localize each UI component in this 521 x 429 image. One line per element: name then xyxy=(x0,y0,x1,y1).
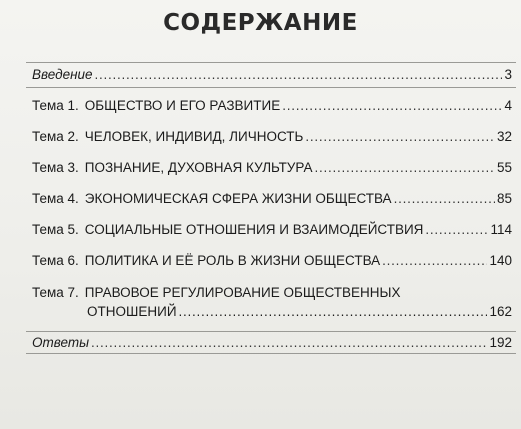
toc-entry-label: Введение xyxy=(32,67,93,82)
bottom-divider xyxy=(26,353,516,354)
intro-divider xyxy=(26,87,516,88)
toc-entry-label: Ответы xyxy=(32,335,90,350)
toc-page-number: 32 xyxy=(496,129,512,144)
toc-entry-topic-4[interactable] xyxy=(32,190,512,207)
toc-page-number: 192 xyxy=(489,335,512,350)
dot-leader xyxy=(382,252,487,269)
dot-leader xyxy=(179,302,488,321)
dot-leader xyxy=(315,159,495,176)
toc-page-number: 4 xyxy=(504,98,512,113)
toc-topic-number: Тема 1. xyxy=(32,98,79,113)
toc-entry-topic-5[interactable] xyxy=(32,221,512,238)
toc-entry-introduction[interactable] xyxy=(32,66,512,83)
toc-page-number: 140 xyxy=(489,253,512,268)
answers-divider xyxy=(26,331,516,332)
toc-entry-label: ПОЛИТИКА И ЕЁ РОЛЬ В ЖИЗНИ ОБЩЕСТВА xyxy=(84,253,381,268)
page-title: СОДЕРЖАНИЕ xyxy=(163,10,358,36)
toc-topic-number: Тема 5. xyxy=(32,222,79,237)
toc-page-number: 85 xyxy=(496,191,512,206)
toc-topic-number: Тема 3. xyxy=(32,160,79,175)
toc-entry-topic-3[interactable] xyxy=(32,159,512,176)
toc-topic-number: Тема 6. xyxy=(32,253,79,268)
dot-leader xyxy=(91,334,487,351)
dot-leader xyxy=(394,190,495,207)
toc-entry-label: ОБЩЕСТВО И ЕГО РАЗВИТИЕ xyxy=(84,98,281,113)
toc-page-number: 114 xyxy=(490,222,512,237)
toc-entry-label-line-1: ПРАВОВОЕ РЕГУЛИРОВАНИЕ ОБЩЕСТВЕННЫХ xyxy=(84,285,401,300)
dot-leader xyxy=(95,66,503,83)
toc-topic-number: Тема 4. xyxy=(32,191,79,206)
toc-entry-label-line-2: ОТНОШЕНИЙ xyxy=(87,304,177,319)
toc-entry-topic-1[interactable] xyxy=(32,97,512,114)
toc-entry-topic-6[interactable] xyxy=(32,252,512,269)
toc-entry-label: ЧЕЛОВЕК, ИНДИВИД, ЛИЧНОСТЬ xyxy=(84,129,304,144)
toc-entry-topic-7[interactable] xyxy=(32,283,512,321)
toc-entry-topic-2[interactable] xyxy=(32,128,512,145)
toc-entry-label: ПОЗНАНИЕ, ДУХОВНАЯ КУЛЬТУРА xyxy=(84,160,313,175)
top-divider xyxy=(26,62,516,63)
toc-page-number: 55 xyxy=(496,160,512,175)
toc-topic-number: Тема 7. xyxy=(32,285,79,300)
toc-topic-number: Тема 2. xyxy=(32,129,79,144)
bleed-through-text xyxy=(210,36,213,50)
toc-entry-answers[interactable] xyxy=(32,334,512,351)
toc-entry-label: СОЦИАЛЬНЫЕ ОТНОШЕНИЯ И ВЗАИМОДЕЙСТВИЯ xyxy=(84,222,424,237)
dot-leader xyxy=(425,221,488,238)
toc-page-number: 162 xyxy=(489,304,512,319)
toc-entry-label: ЭКОНОМИЧЕСКАЯ СФЕРА ЖИЗНИ ОБЩЕСТВА xyxy=(84,191,392,206)
toc-page-number: 3 xyxy=(504,67,512,82)
dot-leader xyxy=(282,97,502,114)
dot-leader xyxy=(305,128,495,145)
